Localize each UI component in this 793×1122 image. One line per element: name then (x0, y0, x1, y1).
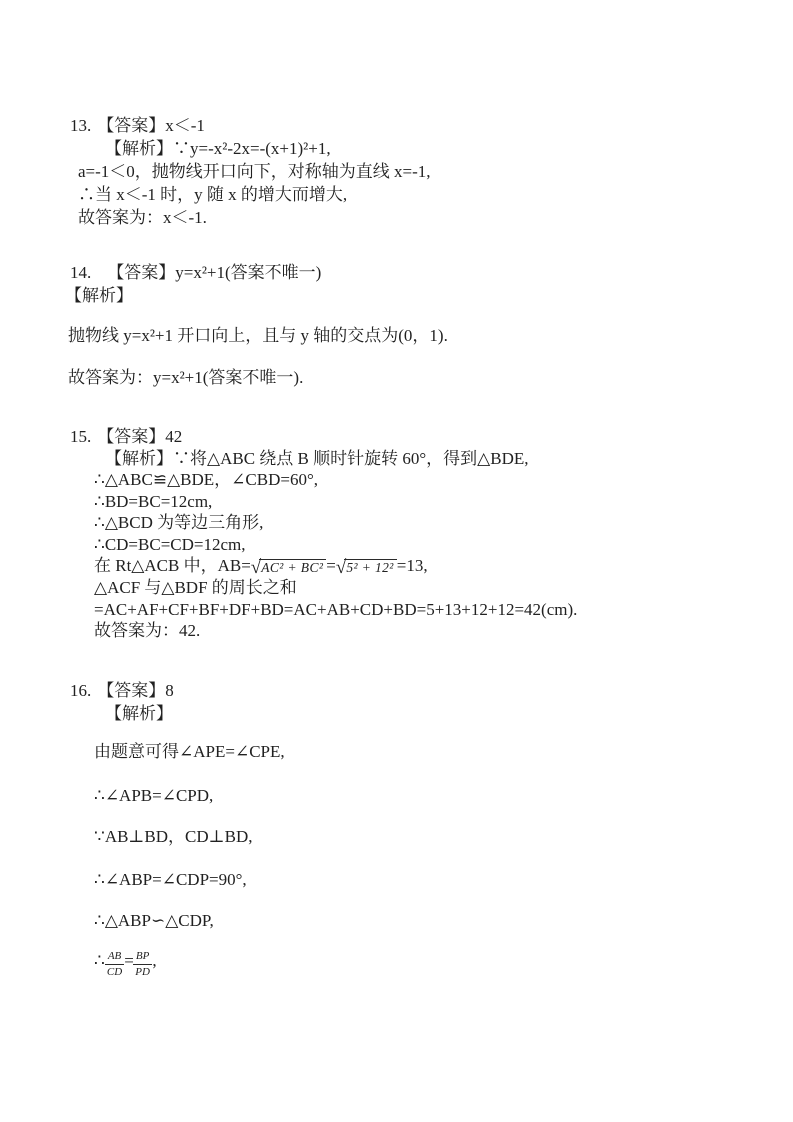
fraction-numerator: AB (105, 950, 124, 965)
solution-line: 由题意可得∠APE=∠CPE, (94, 742, 285, 761)
radical-sign-icon: √ (335, 557, 347, 578)
solution-line: ∴△ABP∽△CDP, (94, 911, 214, 930)
equation-suffix: , (152, 951, 157, 970)
therefore-sign: ∴ (94, 951, 105, 970)
ratio-equation-line (0, 949, 793, 979)
answer-text: 【答案】8 (97, 681, 174, 700)
answer-text: 【答案】x＜-1 (97, 116, 205, 135)
problem-number: 13. (70, 116, 92, 135)
solution-line: ∴当 x＜-1 时，y 随 x 的增大而增大, (78, 185, 348, 204)
problem-number: 15. (70, 427, 92, 446)
solution-line: 故答案为：y=x²+1(答案不唯一). (68, 368, 304, 387)
solution-line: ∵AB⊥BD，CD⊥BD, (94, 827, 253, 846)
answer-line (0, 114, 793, 137)
solution-line: ∴∠APB=∠CPD, (94, 786, 214, 805)
sqrt-equation-line (0, 555, 793, 577)
fraction-numerator: BP (133, 950, 152, 965)
problem-16 (0, 679, 793, 979)
analysis-line: 【解析】 (105, 704, 173, 723)
answer-line (0, 679, 793, 702)
answer-text: 【答案】y=x²+1(答案不唯一) (107, 263, 322, 282)
solution-line: ∴△BCD 为等边三角形, (94, 513, 264, 532)
radicand: 5² + 12² (344, 559, 396, 576)
solution-line: △ACF 与△BDF 的周长之和 (94, 578, 297, 597)
fraction (105, 950, 124, 979)
analysis-line: 【解析】∵y=-x²-2x=-(x+1)²+1, (105, 139, 331, 158)
problem-number: 16. (70, 681, 92, 700)
fraction-denominator: CD (106, 966, 123, 978)
solution-line: a=-1＜0，抛物线开口向下，对称轴为直线 x=-1, (78, 162, 431, 181)
problem-13 (0, 114, 793, 229)
solution-line: ∴∠ABP=∠CDP=90°, (94, 870, 247, 889)
solution-line: ∴BD=BC=12cm, (94, 491, 213, 511)
analysis-line: 【解析】 (65, 286, 133, 305)
radical-sign-icon: √ (250, 557, 262, 578)
solution-line: 抛物线 y=x²+1 开口向上，且与 y 轴的交点为(0，1). (68, 326, 448, 345)
solution-line: 故答案为：42. (94, 621, 201, 640)
problem-number: 14. (70, 263, 92, 282)
equation-suffix: =13, (396, 556, 428, 575)
radicand: AC² + BC² (259, 559, 326, 576)
solution-line: ∴CD=BC=CD=12cm, (94, 534, 246, 554)
solution-line: ∴△ABC≌△BDE，∠CBD=60°, (94, 470, 318, 489)
answer-line (0, 261, 793, 284)
square-root (335, 556, 397, 578)
fraction (133, 950, 152, 979)
solution-line: =AC+AF+CF+BF+DF+BD=AC+AB+CD+BD=5+13+12+12=42(cm). (94, 599, 578, 619)
fraction-denominator: PD (135, 966, 150, 978)
answer-line (0, 426, 793, 448)
answer-text: 【答案】42 (97, 427, 183, 446)
square-root (250, 556, 327, 578)
solution-line: 故答案为：x＜-1. (78, 208, 207, 227)
problem-15 (0, 426, 793, 642)
equals-sign: = (326, 556, 336, 575)
equation-prefix: 在 Rt△ACB 中，AB= (94, 556, 251, 575)
problem-14 (0, 261, 793, 389)
analysis-line: 【解析】∵将△ABC 绕点 B 顺时针旋转 60°，得到△BDE, (105, 448, 529, 468)
equals-sign: = (124, 951, 133, 970)
